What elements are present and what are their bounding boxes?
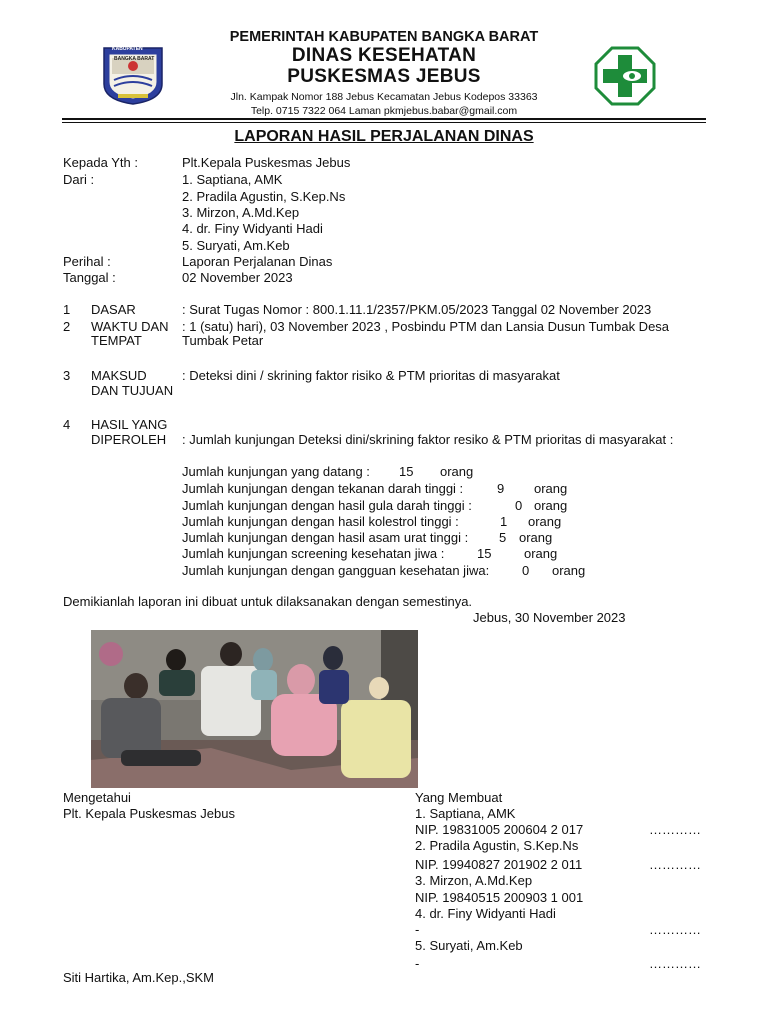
signature-dots: ………… [649, 922, 701, 937]
section-value: Tumbak Petar [182, 333, 264, 348]
stat-value: 5 [499, 530, 507, 545]
stat-label: Jumlah kunjungan screening kesehatan jiwa : [182, 546, 445, 561]
section-number: 1 [63, 302, 71, 317]
signer-name: 4. dr. Finy Widyanti Hadi [415, 906, 556, 921]
section-label: DASAR [91, 302, 136, 317]
stat-unit: orang [519, 530, 553, 545]
dari-item: 2. Pradila Agustin, S.Kep.Ns [182, 189, 346, 204]
stat-unit: orang [440, 464, 474, 479]
stat-value: 0 [515, 498, 523, 513]
dari-item: 5. Suryati, Am.Keb [182, 238, 290, 253]
stat-value: 15 [477, 546, 492, 561]
header-government: PEMERINTAH KABUPATEN BANGKA BARAT [229, 29, 539, 45]
kepada-value: Plt.Kepala Puskesmas Jebus [182, 155, 351, 170]
signer-nip: NIP. 19840515 200903 1 001 [415, 890, 584, 905]
acknowledger-name: Siti Hartika, Am.Kep.,SKM [63, 970, 214, 985]
stat-label: Jumlah kunjungan dengan hasil gula darah tinggi : [182, 498, 472, 513]
signer-nip: - [415, 922, 420, 937]
section-label: WAKTU DAN [91, 319, 169, 334]
section-value: : Surat Tugas Nomor : 800.1.11.1/2357/PKM.05/2023 Tanggal 02 November 2023 [182, 302, 652, 317]
dari-item: 3. Mirzon, A.Md.Kep [182, 205, 300, 220]
section-label: MAKSUD [91, 368, 147, 383]
header-contact: Telp. 0715 7322 064 Laman pkmjebus.babar@gmail.com [250, 105, 518, 117]
stat-unit: orang [552, 563, 586, 578]
stat-value: 0 [522, 563, 530, 578]
logo-caption-mid: BANGKA BARAT [114, 56, 155, 62]
stat-unit: orang [534, 481, 568, 496]
acknowledger-title: Plt. Kepala Puskesmas Jebus [63, 806, 235, 821]
section-number: 4 [63, 417, 71, 432]
header-puskesmas: PUSKESMAS JEBUS [287, 66, 481, 87]
puskesmas-logo [594, 46, 656, 106]
signature-dots: ………… [649, 822, 701, 837]
header-rule-thin [62, 122, 706, 123]
signer-nip: NIP. 19831005 200604 2 017 [415, 822, 584, 837]
stat-value: 9 [497, 481, 505, 496]
dari-label: Dari : [63, 172, 95, 187]
signer-nip: - [415, 956, 420, 971]
stat-value: 15 [399, 464, 414, 479]
section-value: : Jumlah kunjungan Deteksi dini/skrining faktor resiko & PTM prioritas di masyarakat : [182, 432, 674, 447]
stat-unit: orang [524, 546, 558, 561]
section-number: 3 [63, 368, 71, 383]
section-number: 2 [63, 319, 71, 334]
section-label: HASIL YANG [91, 417, 168, 432]
section-label: DAN TUJUAN [91, 383, 174, 398]
signature-dots: ………… [649, 956, 701, 971]
tanggal-value: 02 November 2023 [182, 270, 293, 285]
kepada-label: Kepada Yth : [63, 155, 138, 170]
dari-item: 1. Saptiana, AMK [182, 172, 283, 187]
stat-label: Jumlah kunjungan dengan hasil kolestrol tinggi : [182, 514, 459, 529]
activity-photo [91, 630, 418, 788]
header-dinas: DINAS KESEHATAN [291, 45, 477, 66]
stat-label: Jumlah kunjungan dengan tekanan darah tinggi : [182, 481, 464, 496]
dari-item: 4. dr. Finy Widyanti Hadi [182, 221, 323, 236]
header-rule-thick [62, 118, 706, 120]
stat-value: 1 [500, 514, 508, 529]
signer-name: 1. Saptiana, AMK [415, 806, 516, 821]
section-value: : Deteksi dini / skrining faktor risiko & PTM prioritas di masyarakat [182, 368, 560, 383]
header-address: Jln. Kampak Nomor 188 Jebus Kecamatan Jebus Kodepos 33363 [230, 91, 538, 103]
section-label: DIPEROLEH [91, 432, 167, 447]
place-date: Jebus, 30 November 2023 [473, 610, 626, 625]
prepared-by-label: Yang Membuat [415, 790, 503, 805]
section-label: TEMPAT [91, 333, 142, 348]
tanggal-label: Tanggal : [63, 270, 116, 285]
section-value: : 1 (satu) hari), 03 November 2023 , Posbindu PTM dan Lansia Dusun Tumbak Desa [182, 319, 670, 334]
acknowledged-label: Mengetahui [63, 790, 131, 805]
stat-label: Jumlah kunjungan dengan hasil asam urat tinggi : [182, 530, 469, 545]
signer-name: 5. Suryati, Am.Keb [415, 938, 523, 953]
perihal-value: Laporan Perjalanan Dinas [182, 254, 333, 269]
signer-name: 3. Mirzon, A.Md.Kep [415, 873, 533, 888]
signature-dots: ………… [649, 857, 701, 872]
document-title: LAPORAN HASIL PERJALANAN DINAS [234, 128, 534, 145]
logo-caption-top: KABUPATEN [112, 46, 143, 52]
perihal-label: Perihal : [63, 254, 111, 269]
stat-unit: orang [528, 514, 562, 529]
stat-unit: orang [534, 498, 568, 513]
closing-statement: Demikianlah laporan ini dibuat untuk dilaksanakan dengan semestinya. [63, 594, 473, 609]
signer-nip: NIP. 19940827 201902 2 011 [415, 857, 583, 872]
stat-label: Jumlah kunjungan yang datang : [182, 464, 370, 479]
signer-name: 2. Pradila Agustin, S.Kep.Ns [415, 838, 579, 853]
stat-label: Jumlah kunjungan dengan gangguan kesehatan jiwa: [182, 563, 490, 578]
